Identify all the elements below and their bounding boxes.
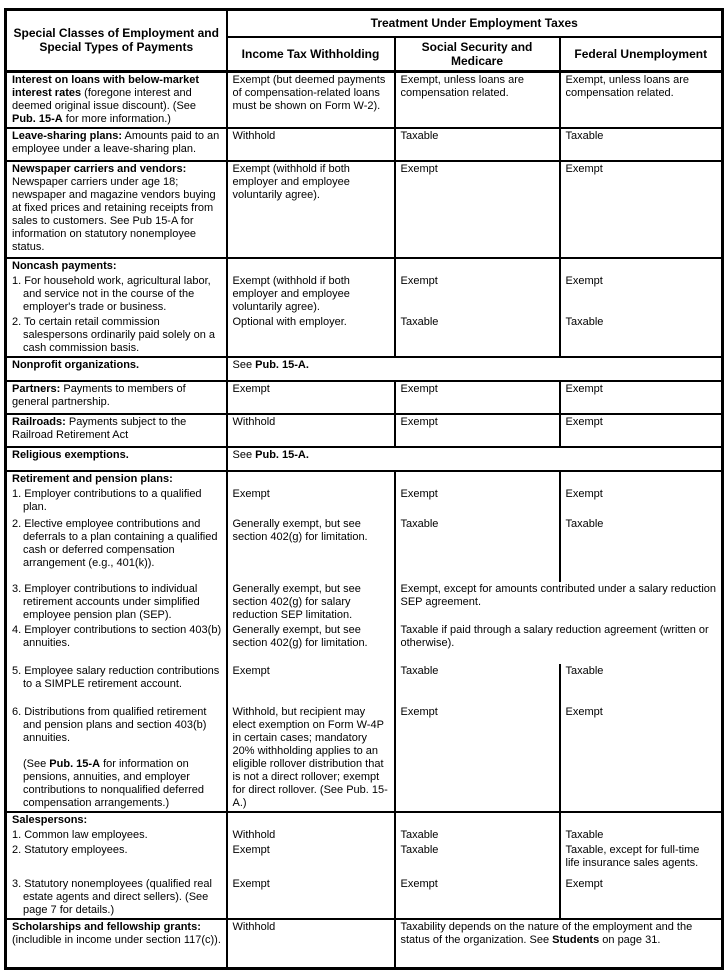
row-newspaper-carriers xyxy=(6,161,723,258)
noncash-heading-spacer-futa xyxy=(560,258,723,274)
header-social-security-medicare: Social Security and Medicare xyxy=(395,37,560,72)
retirement-heading: Retirement and pension plans: xyxy=(6,471,227,487)
salespersons-1-label: 1. Common law employees. xyxy=(6,828,227,843)
railroads-ss: Exempt xyxy=(395,414,560,447)
retirement-2-futa: Taxable xyxy=(560,517,723,582)
interest-ss: Exempt, unless loans are compensation related. xyxy=(395,71,560,128)
noncash-1-itw: Exempt (withhold if both employer and employee voluntarily agree). xyxy=(227,274,395,315)
retirement-4-label: 4. Employer contributions to section 403(b) annuities. xyxy=(6,623,227,664)
retirement-3-label: 3. Employer contributions to individual retirement accounts under simplified employee pension plan (SEP). xyxy=(6,582,227,623)
row-noncash-heading xyxy=(6,258,723,274)
row-partners xyxy=(6,381,723,414)
railroads-label: Railroads: Payments subject to the Railroad Retirement Act xyxy=(6,414,227,447)
religious-merged: See Pub. 15-A. xyxy=(227,447,723,471)
noncash-2-futa: Taxable xyxy=(560,315,723,357)
leave-label: Leave-sharing plans: Amounts paid to an employee under a leave-sharing plan. xyxy=(6,128,227,161)
retirement-heading-spacer-futa xyxy=(560,471,723,487)
header-treatment-title: Treatment Under Employment Taxes xyxy=(227,10,723,37)
row-salespersons-item-3 xyxy=(6,877,723,919)
newspaper-label: Newspaper carriers and vendors: Newspaper carriers under age 18; newspaper and magazine vendors buying at fixed prices and retaining receipts from sales to customers. See Pub 15-A for information on statutory nonemployee status. xyxy=(6,161,227,258)
salespersons-1-futa: Taxable xyxy=(560,828,723,843)
retirement-5-itw: Exempt xyxy=(227,664,395,705)
partners-label: Partners: Payments to members of general partnership. xyxy=(6,381,227,414)
noncash-1-futa: Exempt xyxy=(560,274,723,315)
leave-itw: Withhold xyxy=(227,128,395,161)
salespersons-2-ss: Taxable xyxy=(395,843,560,877)
row-railroads xyxy=(6,414,723,447)
salespersons-heading: Salespersons: xyxy=(6,812,227,828)
salespersons-2-label: 2. Statutory employees. xyxy=(6,843,227,877)
retirement-heading-spacer-itw xyxy=(227,471,395,487)
retirement-3-merged: Exempt, except for amounts contributed under a salary reduction SEP agreement. xyxy=(395,582,723,623)
noncash-heading-spacer-ss xyxy=(395,258,560,274)
row-religious xyxy=(6,447,723,471)
noncash-heading-spacer-itw xyxy=(227,258,395,274)
retirement-2-ss: Taxable xyxy=(395,517,560,582)
salespersons-3-label: 3. Statutory nonemployees (qualified real estate agents and direct sellers). (See page 7 for details.) xyxy=(6,877,227,919)
retirement-1-futa: Exempt xyxy=(560,487,723,517)
leave-futa: Taxable xyxy=(560,128,723,161)
newspaper-itw: Exempt (withhold if both employer and employee voluntarily agree). xyxy=(227,161,395,258)
retirement-4-merged: Taxable if paid through a salary reduction agreement (written or otherwise). xyxy=(395,623,723,664)
noncash-2-ss: Taxable xyxy=(395,315,560,357)
header-federal-unemployment: Federal Unemployment xyxy=(560,37,723,72)
noncash-1-ss: Exempt xyxy=(395,274,560,315)
retirement-1-label: 1. Employer contributions to a qualified plan. xyxy=(6,487,227,517)
retirement-5-label: 5. Employee salary reduction contributions to a SIMPLE retirement account. xyxy=(6,664,227,705)
scholarships-merged: Taxability depends on the nature of the employment and the status of the organization. See Students on page 31. xyxy=(395,919,723,968)
salespersons-3-ss: Exempt xyxy=(395,877,560,919)
railroads-itw: Withhold xyxy=(227,414,395,447)
noncash-heading: Noncash payments: xyxy=(6,258,227,274)
row-scholarships xyxy=(6,919,723,968)
row-retirement-heading xyxy=(6,471,723,487)
religious-label: Religious exemptions. xyxy=(6,447,227,471)
row-retirement-item-5 xyxy=(6,664,723,705)
row-salespersons-heading xyxy=(6,812,723,828)
interest-futa: Exempt, unless loans are compensation related. xyxy=(560,71,723,128)
retirement-6-futa: Exempt xyxy=(560,705,723,812)
row-interest-on-loans xyxy=(6,71,723,128)
salespersons-1-ss: Taxable xyxy=(395,828,560,843)
partners-ss: Exempt xyxy=(395,381,560,414)
row-retirement-item-4 xyxy=(6,623,723,664)
row-salespersons-item-1 xyxy=(6,828,723,843)
header-special-classes-line1: Special Classes of Employment and xyxy=(13,26,219,41)
scholarships-itw: Withhold xyxy=(227,919,395,968)
retirement-6-note: (See Pub. 15-A for information on pensions, annuities, and employer contributions to nonqualified deferred compensation arrangements.) xyxy=(23,758,205,809)
header-special-classes-line2: Special Types of Payments xyxy=(39,40,194,55)
interest-label: Interest on loans with below-market interest rates (foregone interest and deemed original issue discount). (See Pub. 15-A for more information.) xyxy=(6,71,227,128)
row-salespersons-item-2 xyxy=(6,843,723,877)
employment-tax-table xyxy=(4,8,724,970)
salespersons-3-itw: Exempt xyxy=(227,877,395,919)
row-retirement-item-1 xyxy=(6,487,723,517)
row-leave-sharing xyxy=(6,128,723,161)
noncash-1-label: 1. For household work, agricultural labor, and service not in the course of the employer's trade or business. xyxy=(6,274,227,315)
employment-tax-table-sheet xyxy=(4,8,721,970)
retirement-1-ss: Exempt xyxy=(395,487,560,517)
retirement-5-futa: Taxable xyxy=(560,664,723,705)
railroads-futa: Exempt xyxy=(560,414,723,447)
nonprofit-merged: See Pub. 15-A. xyxy=(227,357,723,381)
header-income-tax-withholding: Income Tax Withholding xyxy=(227,37,395,72)
row-noncash-item-2 xyxy=(6,315,723,357)
retirement-3-itw: Generally exempt, but see section 402(g) for salary reduction SEP limitation. xyxy=(227,582,395,623)
row-nonprofit xyxy=(6,357,723,381)
newspaper-ss: Exempt xyxy=(395,161,560,258)
salespersons-2-itw: Exempt xyxy=(227,843,395,877)
salespersons-3-futa: Exempt xyxy=(560,877,723,919)
leave-ss: Taxable xyxy=(395,128,560,161)
retirement-4-itw: Generally exempt, but see section 402(g) for limitation. xyxy=(227,623,395,664)
salespersons-heading-spacer-itw xyxy=(227,812,395,828)
retirement-5-ss: Taxable xyxy=(395,664,560,705)
row-noncash-item-1 xyxy=(6,274,723,315)
retirement-2-itw: Generally exempt, but see section 402(g) for limitation. xyxy=(227,517,395,582)
header-row-treatment xyxy=(6,10,723,37)
partners-futa: Exempt xyxy=(560,381,723,414)
retirement-2-label: 2. Elective employee contributions and deferrals to a plan containing a qualified cash or deferred compensation arrangement (e.g., 401(k)). xyxy=(6,517,227,582)
row-retirement-item-6 xyxy=(6,705,723,812)
salespersons-2-futa: Taxable, except for full-time life insurance sales agents. xyxy=(560,843,723,877)
salespersons-1-itw: Withhold xyxy=(227,828,395,843)
salespersons-heading-spacer-ss xyxy=(395,812,560,828)
row-retirement-item-2 xyxy=(6,517,723,582)
newspaper-futa: Exempt xyxy=(560,161,723,258)
noncash-2-itw: Optional with employer. xyxy=(227,315,395,357)
salespersons-heading-spacer-futa xyxy=(560,812,723,828)
noncash-2-label: 2. To certain retail commission salespersons ordinarily paid solely on a cash commission basis. xyxy=(6,315,227,357)
interest-itw: Exempt (but deemed payments of compensation-related loans must be shown on Form W-2). xyxy=(227,71,395,128)
retirement-6-itw: Withhold, but recipient may elect exemption on Form W-4P in certain cases; mandatory 20% withholding applies to an eligible rollover distribution that is not a direct rollover; exempt for direct rollover. (See Pub. 15-A.) xyxy=(227,705,395,812)
header-special-classes xyxy=(6,10,227,72)
row-retirement-item-3 xyxy=(6,582,723,623)
retirement-6-ss: Exempt xyxy=(395,705,560,812)
retirement-1-itw: Exempt xyxy=(227,487,395,517)
scholarships-label: Scholarships and fellowship grants: (includible in income under section 117(c)). xyxy=(6,919,227,968)
partners-itw: Exempt xyxy=(227,381,395,414)
retirement-6-label: 6. Distributions from qualified retirement and pension plans and section 403(b) annuities. (See Pub. 15-A for information on pensions, annuities, and employer contributions to nonqualified deferred compensation arrangements.) xyxy=(6,705,227,812)
retirement-heading-spacer-ss xyxy=(395,471,560,487)
nonprofit-label: Nonprofit organizations. xyxy=(6,357,227,381)
